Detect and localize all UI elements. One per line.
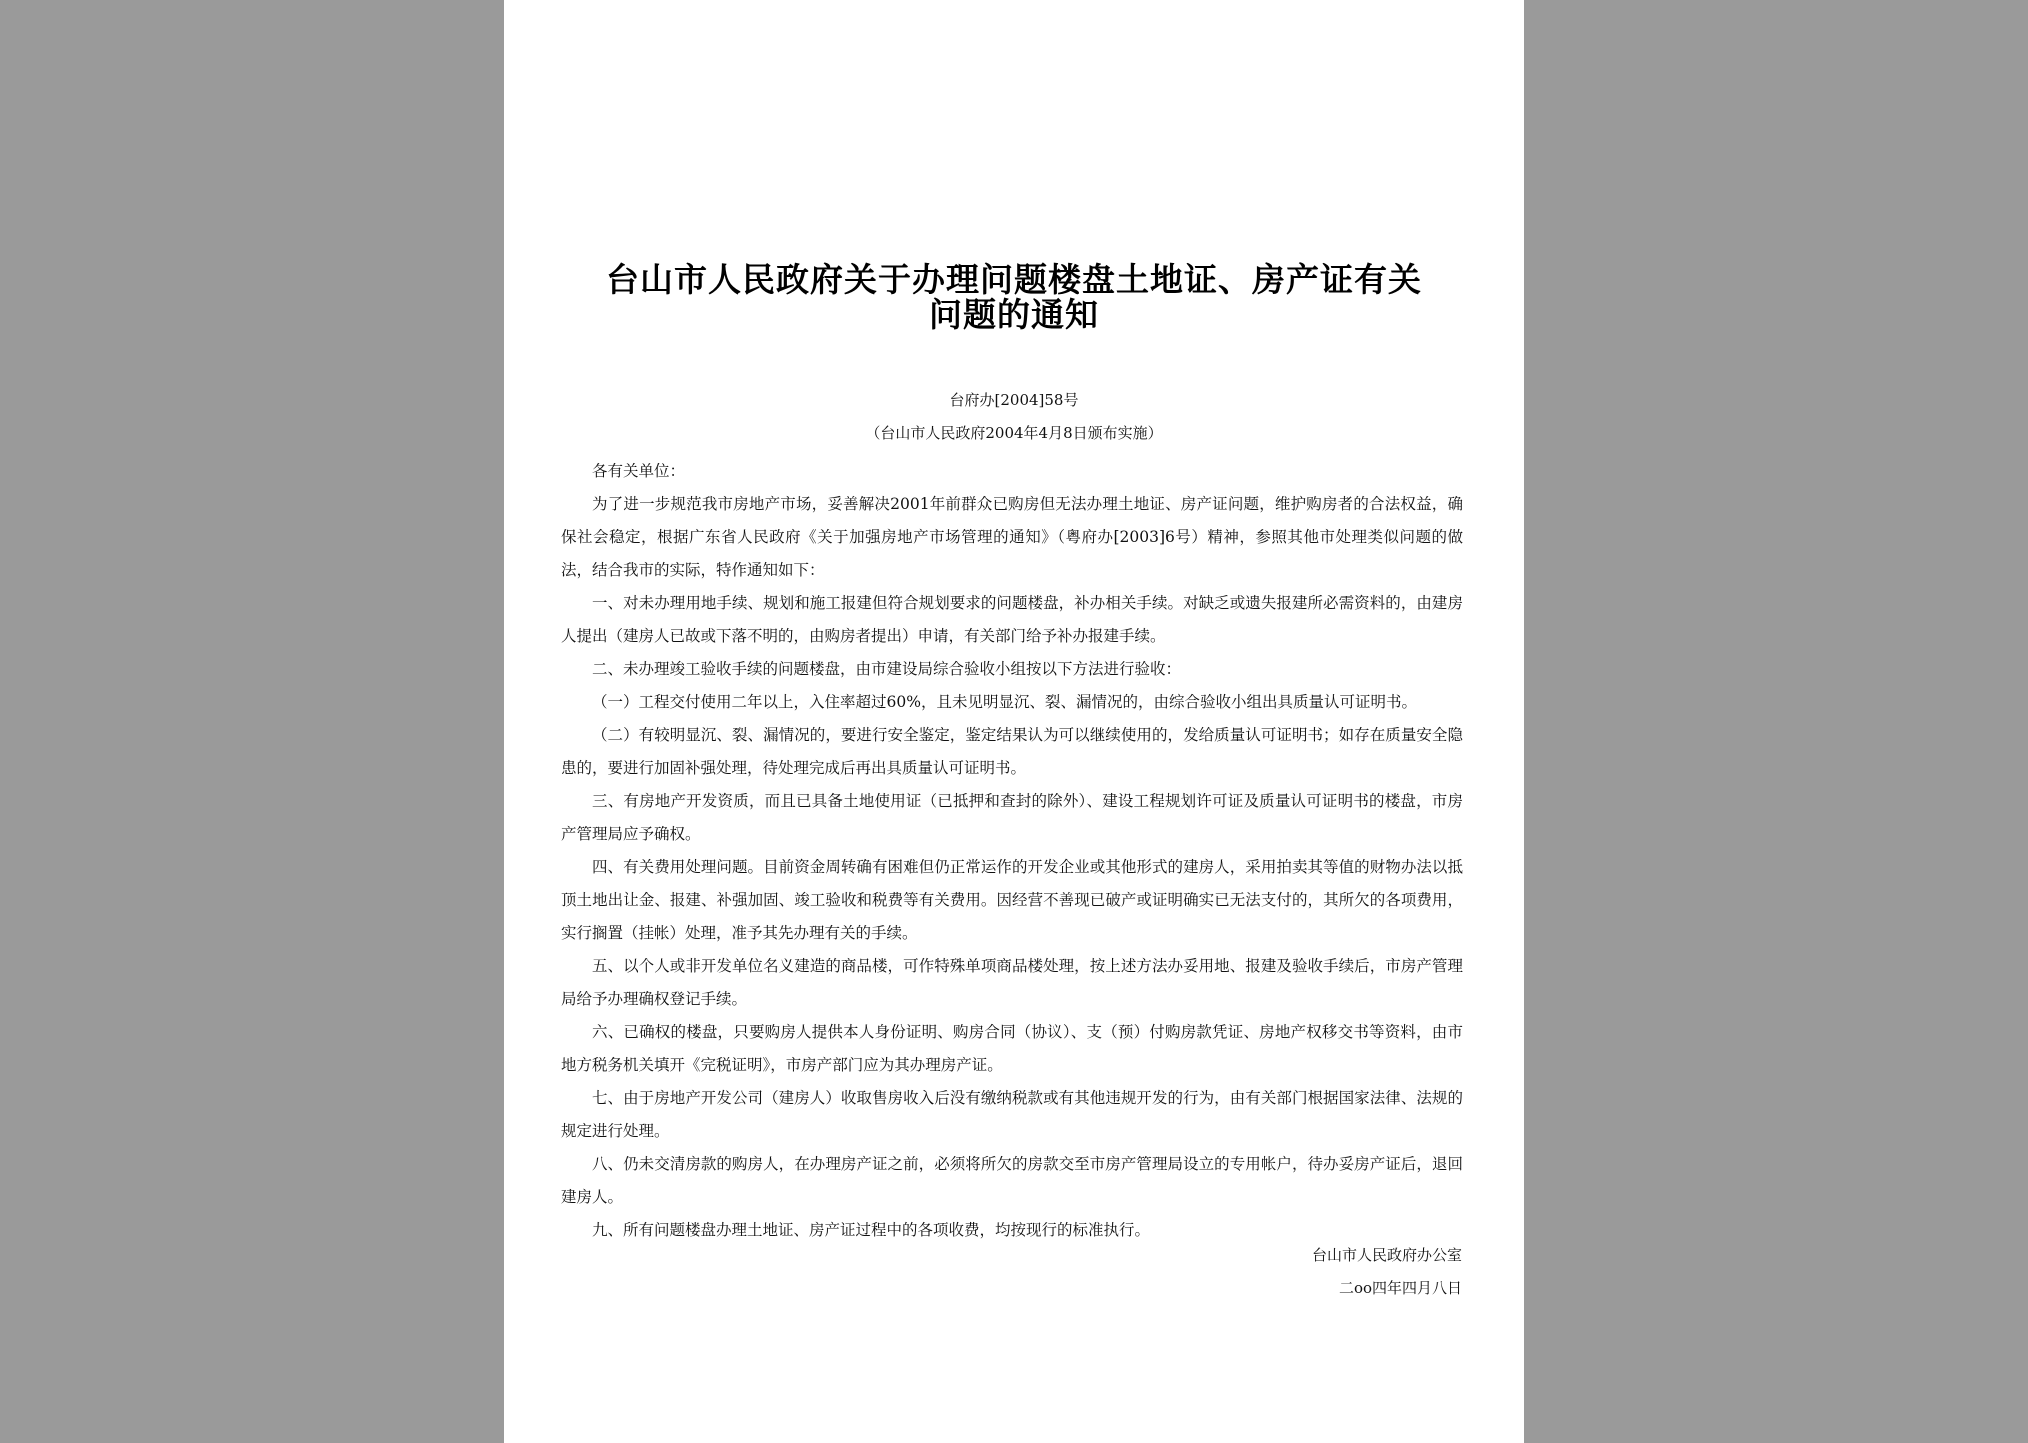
paragraph-item-8: 八、仍未交清房款的购房人，在办理房产证之前，必须将所欠的房款交至市房产管理局设立的专用帐户，待办妥房产证后，退回建房人。 [561,1155,1463,1206]
document-body [561,455,1463,1247]
paragraph-item-3: 三、有房地产开发资质，而且已具备土地使用证（已抵押和查封的除外）、建设工程规划许可证及质量认可证明书的楼盘，市房产管理局应予确权。 [561,792,1463,843]
paragraph-item-2-sub-1: （一）工程交付使用二年以上，入住率超过60%，且未见明显沉、裂、漏情况的，由综合验收小组出具质量认可证明书。 [592,693,1417,711]
paragraph-item-5: 五、以个人或非开发单位名义建造的商品楼，可作特殊单项商品楼处理，按上述方法办妥用地、报建及验收手续后，市房产管理局给予办理确权登记手续。 [561,957,1463,1008]
document-title: 台山市人民政府关于办理问题楼盘土地证、房产证有关问题的通知 [606,260,1422,334]
signature-date: 二oo四年四月八日 [1338,1279,1462,1297]
paragraph-item-1: 一、对未办理用地手续、规划和施工报建但符合规划要求的问题楼盘，补办相关手续。对缺乏或遗失报建所必需资料的，由建房人提出（建房人已故或下落不明的，由购房者提出）申请，有关部门给予补办报建手续。 [561,594,1463,645]
issue-note: （台山市人民政府2004年4月8日颁布实施） [865,424,1163,442]
document-number: 台府办[2004]58号 [949,391,1079,409]
paragraph-item-2-sub-2: （二）有较明显沉、裂、漏情况的，要进行安全鉴定，鉴定结果认为可以继续使用的，发给质量认可证明书；如存在质量安全隐患的，要进行加固补强处理，待处理完成后再出具质量认可证明书。 [561,726,1463,777]
salutation: 各有关单位： [592,462,686,480]
signature-organization: 台山市人民政府办公室 [1311,1246,1462,1264]
paragraph-intro: 为了进一步规范我市房地产市场，妥善解决2001年前群众已购房但无法办理土地证、房产证问题，维护购房者的合法权益，确保社会稳定，根据广东省人民政府《关于加强房地产市场管理的通知》（粤府办[2003]6号）精神，参照其他市处理类似问题的做法，结合我市的实际，特作通知如下： [561,495,1463,579]
paragraph-item-4: 四、有关费用处理问题。目前资金周转确有困难但仍正常运作的开发企业或其他形式的建房人，采用拍卖其等值的财物办法以抵顶土地出让金、报建、补强加固、竣工验收和税费等有关费用。因经营不善现已破产或证明确实已无法支付的，其所欠的各项费用，实行搁置（挂帐）处理，准予其先办理有关的手续。 [561,858,1463,942]
paragraph-item-6: 六、已确权的楼盘，只要购房人提供本人身份证明、购房合同（协议）、支（预）付购房款凭证、房地产权移交书等资料，由市地方税务机关填开《完税证明》，市房产部门应为其办理房产证。 [561,1023,1463,1074]
document-page [504,0,1524,1443]
paragraph-item-9: 九、所有问题楼盘办理土地证、房产证过程中的各项收费，均按现行的标准执行。 [592,1221,1151,1239]
paragraph-item-7: 七、由于房地产开发公司（建房人）收取售房收入后没有缴纳税款或有其他违规开发的行为，由有关部门根据国家法律、法规的规定进行处理。 [561,1089,1463,1140]
paragraph-item-2: 二、未办理竣工验收手续的问题楼盘，由市建设局综合验收小组按以下方法进行验收： [592,660,1182,678]
